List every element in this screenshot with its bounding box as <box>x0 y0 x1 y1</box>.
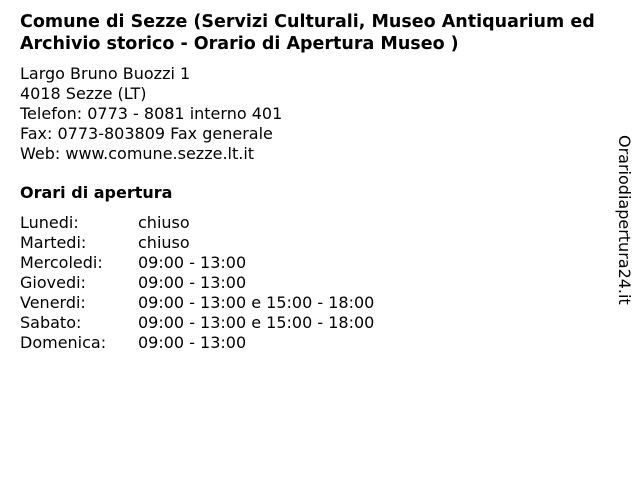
hours-row-martedi <box>20 233 374 253</box>
hours-row-mercoledi <box>20 253 374 273</box>
day-label: Sabato: <box>20 313 82 332</box>
day-label: Giovedi: <box>20 273 86 292</box>
day-hours: 09:00 - 13:00 <box>138 333 247 352</box>
address-block <box>20 64 282 164</box>
day-hours: chiuso <box>138 213 190 232</box>
hours-row-lunedi <box>20 213 374 233</box>
hours-row-sabato <box>20 313 374 333</box>
hours-row-venerdi <box>20 293 374 313</box>
city-postal: 4018 Sezze (LT) <box>20 84 147 103</box>
hours-row-giovedi <box>20 273 374 293</box>
street-address: Largo Bruno Buozzi 1 <box>20 64 191 83</box>
day-hours: chiuso <box>138 233 190 252</box>
fax-number: Fax: 0773-803809 Fax generale <box>20 124 273 143</box>
day-hours: 09:00 - 13:00 e 15:00 - 18:00 <box>138 313 375 332</box>
day-label: Martedi: <box>20 233 87 252</box>
day-hours: 09:00 - 13:00 <box>138 273 247 292</box>
website: Web: www.comune.sezze.lt.it <box>20 144 255 163</box>
day-label: Mercoledi: <box>20 253 103 272</box>
page-title: Comune di Sezze (Servizi Culturali, Museo Antiquarium ed Archivio storico - Orario di Apertura Museo ) <box>20 12 595 54</box>
day-label: Lunedi: <box>20 213 79 232</box>
site-watermark-text: Orariodiapertura24.it <box>615 135 634 305</box>
phone-number: Telefon: 0773 - 8081 interno 401 <box>20 104 283 123</box>
opening-hours-table <box>20 213 374 353</box>
day-label: Domenica: <box>20 333 107 352</box>
day-hours: 09:00 - 13:00 <box>138 253 247 272</box>
day-hours: 09:00 - 13:00 e 15:00 - 18:00 <box>138 293 375 312</box>
opening-hours-heading: Orari di apertura <box>20 183 173 202</box>
day-label: Venerdi: <box>20 293 86 312</box>
hours-row-domenica <box>20 333 374 353</box>
